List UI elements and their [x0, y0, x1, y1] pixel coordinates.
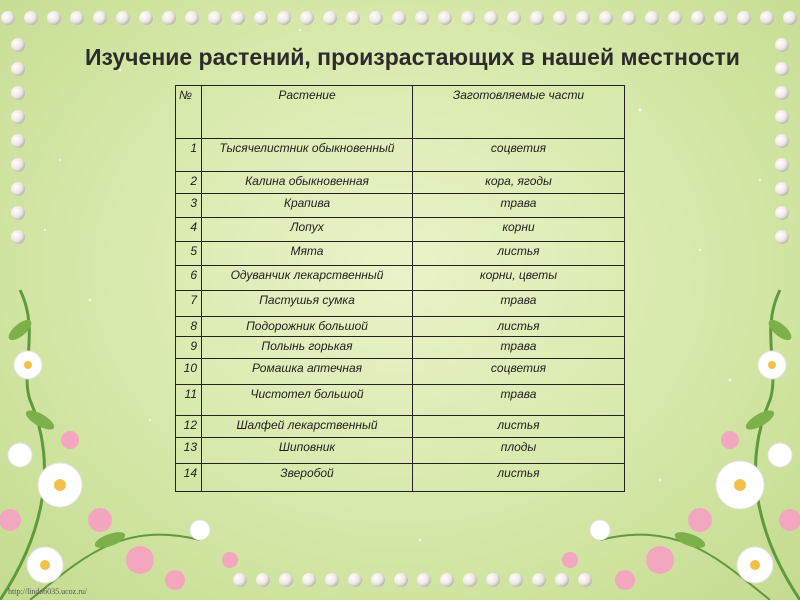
left-flower-cluster [0, 290, 238, 600]
plant-part: листья [413, 416, 625, 438]
row-num: 6 [176, 266, 202, 291]
row-num: 10 [176, 359, 202, 385]
plant-part: листья [413, 464, 625, 492]
plant-part: трава [413, 337, 625, 359]
row-num: 4 [176, 218, 202, 242]
header-num: № [176, 86, 202, 139]
row-num: 1 [176, 139, 202, 172]
plant-part: корни, цветы [413, 266, 625, 291]
plant-name: Тысячелистник обыкновенный [202, 139, 413, 172]
plant-name: Полынь горькая [202, 337, 413, 359]
row-num: 8 [176, 317, 202, 337]
row-num: 13 [176, 438, 202, 464]
plant-name: Калина обыкновенная [202, 172, 413, 194]
plant-name: Крапива [202, 194, 413, 218]
plant-part: листья [413, 242, 625, 266]
row-num: 12 [176, 416, 202, 438]
row-num: 9 [176, 337, 202, 359]
plant-name: Пастушья сумка [202, 291, 413, 317]
footer-url[interactable]: http://linda6035.ucoz.ru/ [8, 587, 88, 596]
header-parts: Заготовляемые части [413, 86, 625, 139]
plant-name: Зверобой [202, 464, 413, 492]
row-num: 11 [176, 385, 202, 416]
row-num: 14 [176, 464, 202, 492]
plant-name: Ромашка аптечная [202, 359, 413, 385]
plant-part: соцветия [413, 359, 625, 385]
header-plant: Растение [202, 86, 413, 139]
row-num: 2 [176, 172, 202, 194]
plant-part: листья [413, 317, 625, 337]
plant-name: Чистотел большой [202, 385, 413, 416]
plant-part: плоды [413, 438, 625, 464]
slide-title: Изучение растений, произрастающих в нашей местности [85, 44, 740, 70]
right-flower-cluster [562, 290, 800, 600]
row-num: 3 [176, 194, 202, 218]
plant-name: Лопух [202, 218, 413, 242]
plant-part: трава [413, 385, 625, 416]
plant-name: Шиповник [202, 438, 413, 464]
plant-name: Шалфей лекарственный [202, 416, 413, 438]
plant-part: соцветия [413, 139, 625, 172]
plant-part: трава [413, 194, 625, 218]
plant-name: Подорожник большой [202, 317, 413, 337]
row-num: 5 [176, 242, 202, 266]
plant-part: корни [413, 218, 625, 242]
plant-part: трава [413, 291, 625, 317]
plant-name: Мята [202, 242, 413, 266]
plant-name: Одуванчик лекарственный [202, 266, 413, 291]
plant-part: кора, ягоды [413, 172, 625, 194]
row-num: 7 [176, 291, 202, 317]
